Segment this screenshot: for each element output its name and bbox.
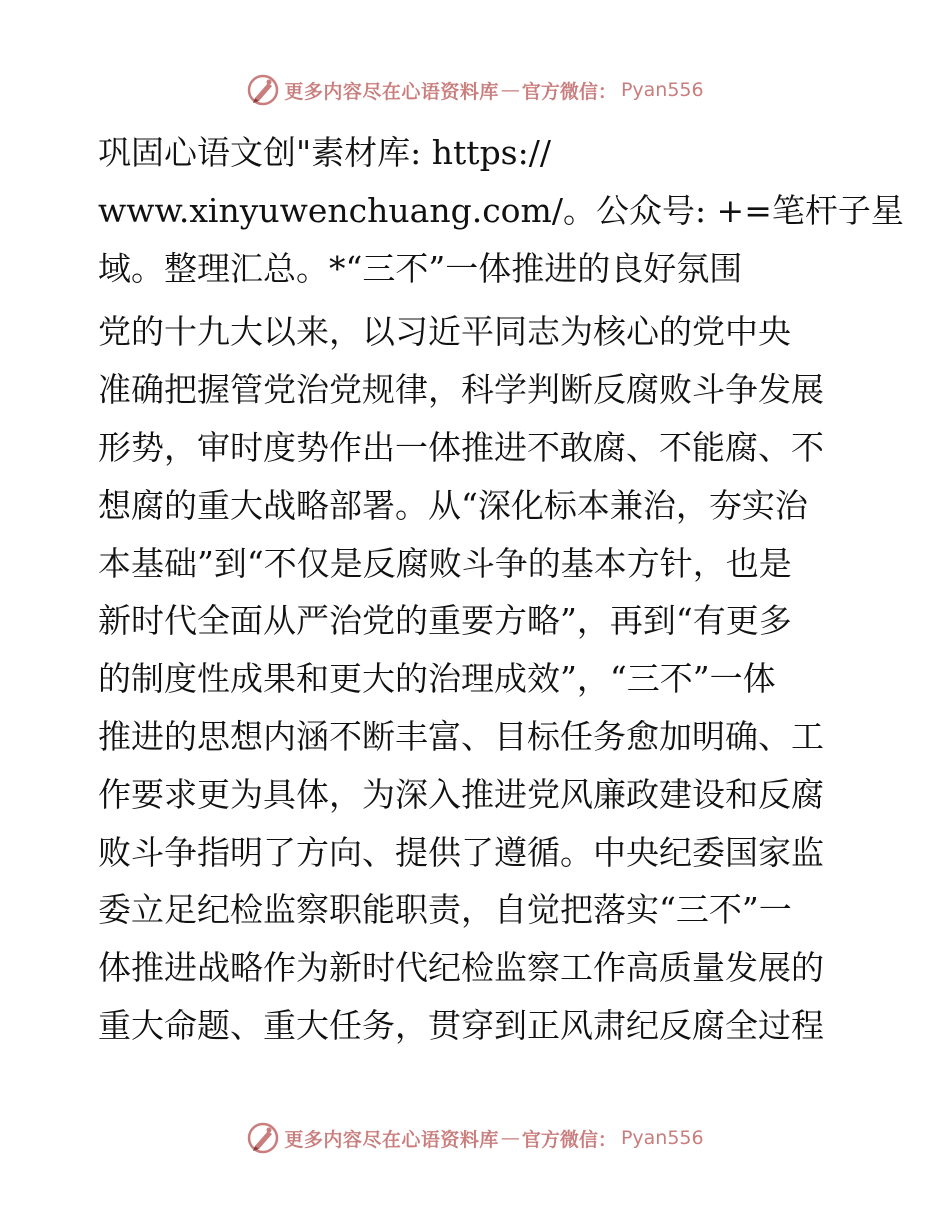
- body-line: 委立足纪检监察职能职责，自觉把落实“三不”一: [98, 890, 792, 930]
- intro-line: 巩固心语文创"素材库: https://: [98, 133, 551, 172]
- banner-separator: —: [500, 79, 520, 101]
- body-line: 本基础”到“不仅是反腐败斗争的基本方针，也是: [98, 543, 792, 583]
- body-line: 败斗争指明了方向、提供了遵循。中央纪委国家监: [98, 832, 824, 872]
- footer-banner: [0, 1118, 950, 1158]
- banner-text: 更多内容尽在心语资料库: [284, 80, 499, 103]
- body-line: 体推进战略作为新时代纪检监察工作高质量发展的: [98, 948, 824, 988]
- intro-line: www.xinyuwenchuang.com/。公众号: +=笔杆子星: [98, 190, 904, 230]
- banner-wechat-label: 官方微信：: [521, 1128, 617, 1151]
- intro-line: 域。整理汇总。*“三不”一体推进的良好氛围: [98, 248, 743, 288]
- document-body: [98, 124, 904, 1055]
- banner-wechat-id: Pyan556: [620, 79, 704, 101]
- pen-logo-icon: [246, 1121, 280, 1155]
- body-line: 重大命题、重大任务，贯穿到正风肃纪反腐全过程: [98, 1005, 824, 1045]
- body-line: 新时代全面从严治党的重要方略”，再到“有更多: [98, 601, 792, 641]
- body-line: 作要求更为具体，为深入推进党风廉政建设和反腐: [98, 774, 824, 814]
- body-line: 准确把握管党治党规律，科学判断反腐败斗争发展: [98, 370, 824, 410]
- banner-text: 更多内容尽在心语资料库: [284, 1128, 499, 1151]
- banner-wechat-id: Pyan556: [620, 1127, 704, 1149]
- banner-wechat-label: 官方微信：: [521, 80, 617, 103]
- body-line: 想腐的重大战略部署。从“深化标本兼治，夯实治: [98, 485, 808, 525]
- body-line: 形势，审时度势作出一体推进不敢腐、不能腐、不: [98, 427, 824, 467]
- header-banner: [0, 70, 950, 110]
- pen-logo-icon: [246, 73, 280, 107]
- body-line: 党的十九大以来，以习近平同志为核心的党中央: [98, 312, 791, 352]
- body-line: 推进的思想内涵不断丰富、目标任务愈加明确、工: [98, 716, 824, 756]
- body-line: 的制度性成果和更大的治理成效”，“三不”一体: [98, 659, 776, 699]
- banner-separator: —: [500, 1127, 520, 1149]
